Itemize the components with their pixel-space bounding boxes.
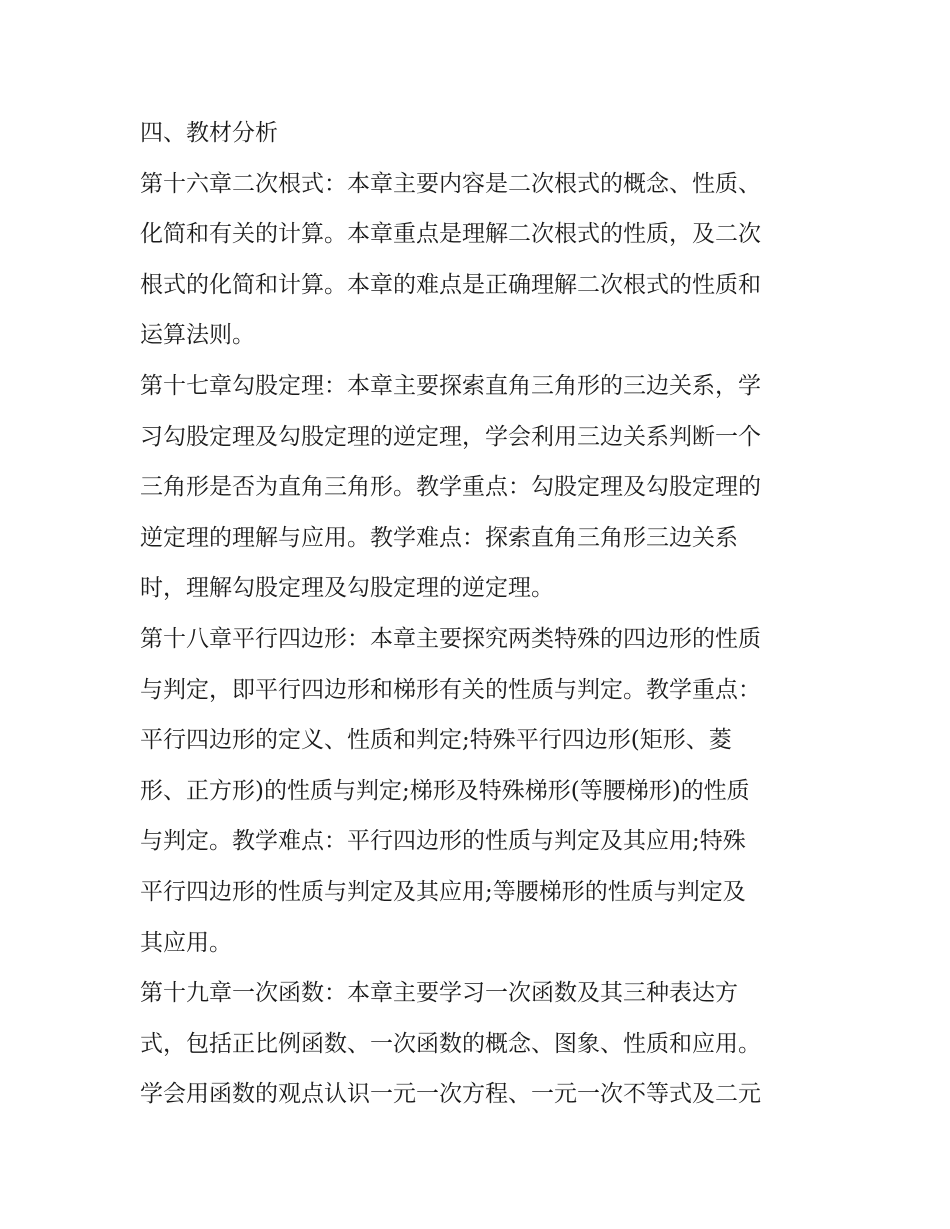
text-line: 第十七章勾股定理：本章主要探索直角三角形的三边关系，学	[140, 372, 761, 399]
text-line: 时，理解勾股定理及勾股定理的逆定理。	[140, 575, 554, 602]
text-line: 平行四边形的性质与判定及其应用;等腰梯形的性质与判定及	[140, 878, 746, 905]
text-line: 根式的化简和计算。本章的难点是正确理解二次根式的性质和	[140, 271, 761, 298]
text-line: 学会用函数的观点认识一元一次方程、一元一次不等式及二元	[140, 1081, 761, 1108]
text-line: 与判定。教学难点：平行四边形的性质与判定及其应用;特殊	[140, 828, 746, 855]
text-line: 平行四边形的定义、性质和判定;特殊平行四边形(矩形、菱	[140, 727, 732, 754]
text-line: 形、正方形)的性质与判定;梯形及特殊梯形(等腰梯形)的性质	[140, 777, 750, 804]
text-line: 第十六章二次根式：本章主要内容是二次根式的概念、性质、	[140, 170, 761, 197]
text-line: 其应用。	[140, 929, 232, 956]
text-line: 运算法则。	[140, 322, 255, 349]
text-line: 化简和有关的计算。本章重点是理解二次根式的性质，及二次	[140, 221, 761, 248]
text-line: 第十九章一次函数：本章主要学习一次函数及其三种表达方	[140, 980, 738, 1007]
text-line: 与判定，即平行四边形和梯形有关的性质与判定。教学重点：	[140, 676, 761, 703]
text-line: 三角形是否为直角三角形。教学重点：勾股定理及勾股定理的	[140, 474, 761, 501]
section-heading: 四、教材分析	[140, 120, 278, 146]
text-line: 习勾股定理及勾股定理的逆定理，学会利用三边关系判断一个	[140, 423, 761, 450]
text-line: 逆定理的理解与应用。教学难点：探索直角三角形三边关系	[140, 524, 738, 551]
text-line: 第十八章平行四边形：本章主要探究两类特殊的四边形的性质	[140, 625, 761, 652]
text-line: 式，包括正比例函数、一次函数的概念、图象、性质和应用。	[140, 1030, 761, 1057]
document-body	[140, 108, 816, 1120]
